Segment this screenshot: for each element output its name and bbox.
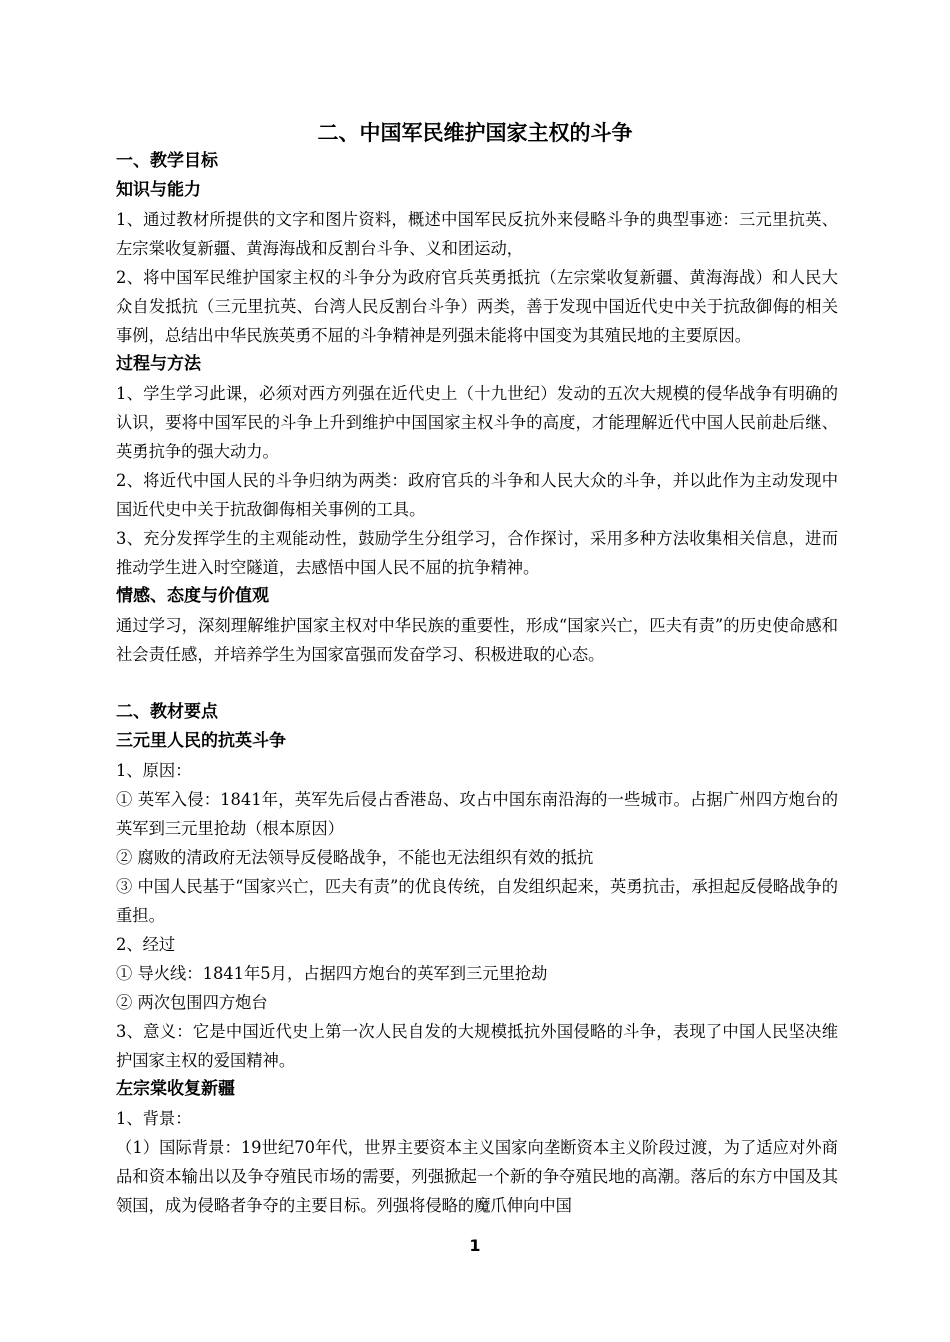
paragraph-process-1: 1、学生学习此课，必须对西方列强在近代史上（十九世纪）发动的五次大规模的侵华战争有明确的认识，要将中国军民的斗争上升到维护中国国家主权斗争的高度，才能理解近代中国人民前赴后继、英勇抗争的强大动力。	[116, 384, 838, 461]
subheading-process: 过程与方法	[116, 354, 201, 374]
document-body	[116, 147, 838, 1220]
list-item-cause-2: ② 腐败的清政府无法领导反侵略战争，不能也无法组织有效的抵抗	[116, 848, 594, 867]
list-item-cause-1: ① 英军入侵：1841年，英军先后侵占香港岛、攻占中国东南沿海的一些城市。占据广州四方炮台的英军到三元里抢劫（根本原因）	[116, 790, 838, 838]
subheading-zuo: 左宗棠收复新疆	[116, 1079, 235, 1099]
label-process: 2、经过	[116, 935, 176, 954]
list-item-cause-3: ③ 中国人民基于“国家兴亡，匹夫有责”的优良传统，自发组织起来，英勇抗击，承担起反侵略战争的重担。	[116, 877, 838, 925]
label-background: 1、背景：	[116, 1109, 192, 1128]
paragraph-emotion-1: 通过学习，深刻理解维护国家主权对中华民族的重要性，形成“国家兴亡，匹夫有责”的历史使命感和社会责任感，并培养学生为国家富强而发奋学习、积极进取的心态。	[116, 616, 838, 664]
section-heading-objectives: 一、教学目标	[116, 151, 218, 171]
label-cause: 1、原因：	[116, 761, 192, 780]
section-heading-keypoints: 二、教材要点	[116, 702, 218, 722]
paragraph-intl-background: （1）国际背景：19世纪70年代，世界主要资本主义国家向垄断资本主义阶段过渡，为了适应对外商品和资本输出以及争夺殖民市场的需要，列强掀起一个新的争夺殖民地的高潮。落后的东方中国及其领国，成为侵略者争夺的主要目标。列强将侵略的魔爪伸向中国	[116, 1138, 838, 1215]
subheading-sanyuanli: 三元里人民的抗英斗争	[116, 731, 286, 751]
paragraph-significance: 3、意义：它是中国近代史上第一次人民自发的大规模抵抗外国侵略的斗争，表现了中国人民坚决维护国家主权的爱国精神。	[116, 1022, 838, 1070]
list-item-process-2: ② 两次包围四方炮台	[116, 993, 268, 1012]
list-item-process-1: ① 导火线：1841年5月，占据四方炮台的英军到三元里抢劫	[116, 964, 548, 983]
document-title: 二、中国军民维护国家主权的斗争	[317, 121, 633, 145]
paragraph-knowledge-1: 1、通过教材所提供的文字和图片资料，概述中国军民反抗外来侵略斗争的典型事迹：三元里抗英、左宗棠收复新疆、黄海海战和反割台斗争、义和团运动，	[116, 210, 838, 258]
paragraph-knowledge-2: 2、将中国军民维护国家主权的斗争分为政府官兵英勇抵抗（左宗棠收复新疆、黄海海战）和人民大众自发抵抗（三元里抗英、台湾人民反割台斗争）两类，善于发现中国近代史中关于抗敌御侮的相关事例，总结出中华民族英勇不屈的斗争精神是列强未能将中国变为其殖民地的主要原因。	[116, 268, 838, 345]
subheading-emotion: 情感、态度与价值观	[116, 586, 269, 606]
page-number: 1	[469, 1236, 481, 1255]
paragraph-process-2: 2、将近代中国人民的斗争归纳为两类：政府官兵的斗争和人民大众的斗争，并以此作为主动发现中国近代史中关于抗敌御侮相关事例的工具。	[116, 471, 838, 519]
subheading-knowledge: 知识与能力	[116, 180, 201, 200]
section-spacer	[116, 669, 838, 698]
paragraph-process-3: 3、充分发挥学生的主观能动性，鼓励学生分组学习，合作探讨，采用多种方法收集相关信息，进而推动学生进入时空隧道，去感悟中国人民不屈的抗争精神。	[116, 529, 838, 577]
